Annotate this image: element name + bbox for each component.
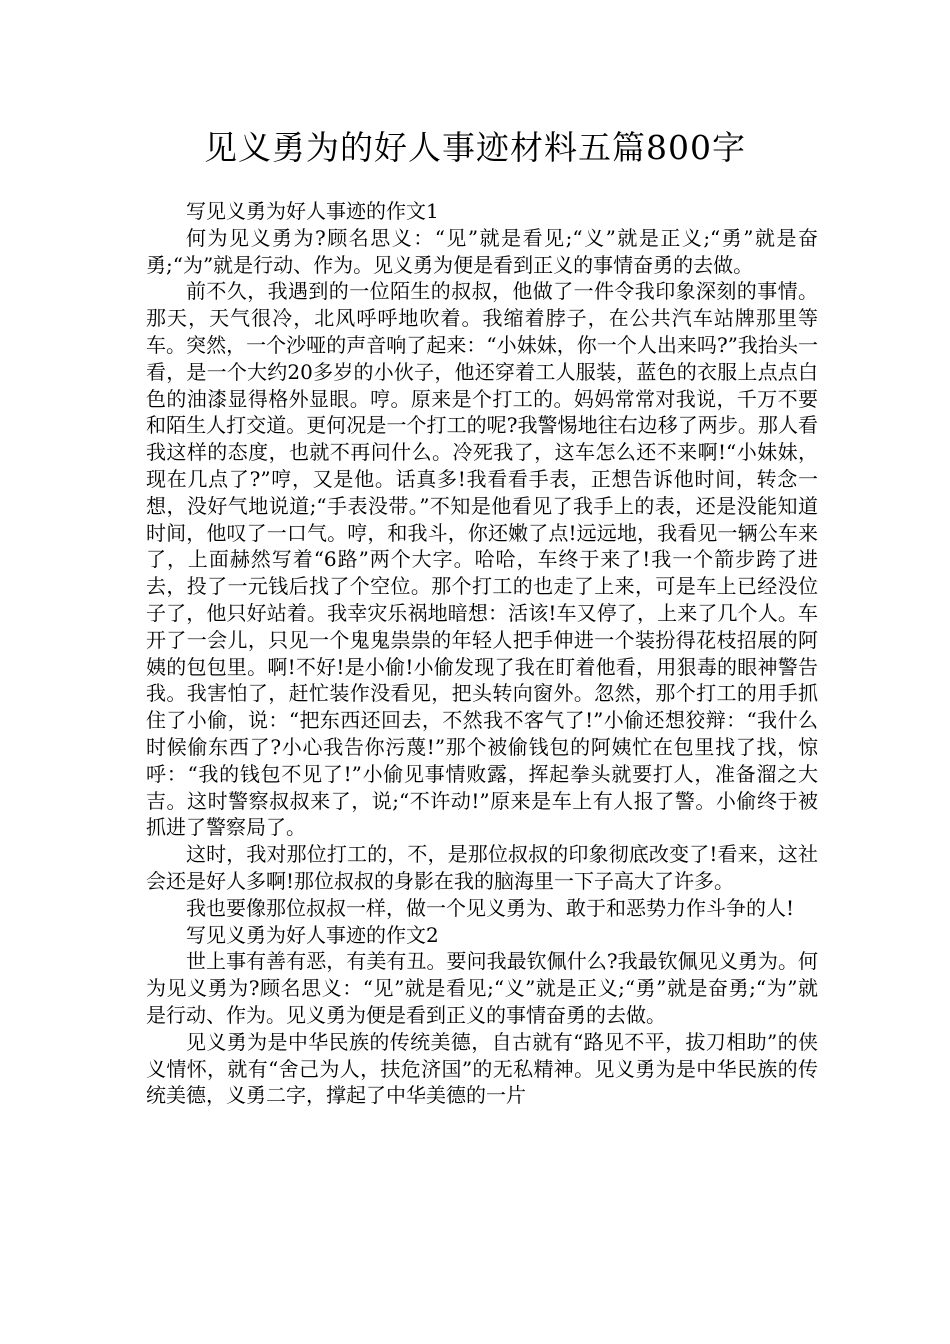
paragraph: 我也要像那位叔叔一样，做一个见义勇为、敢于和恶势力作斗争的人! <box>186 895 795 920</box>
paragraph: 何为见义勇为?顾名思义：“见”就是看见;“义”就是正义;“勇”就是奋勇;“为”就是行动、作为。见义勇为便是看到正义的事情奋勇的去做。 <box>146 225 818 277</box>
document-body <box>146 198 818 1109</box>
paragraph: 世上事有善有恶，有美有丑。要问我最钦佩什么?我最钦佩见义勇为。何为见义勇为?顾名思义：“见”就是看见;“义”就是正义;“勇”就是奋勇;“为”就是行动、作为。见义勇为便是看到正义的事情奋勇的去做。 <box>146 949 818 1027</box>
paragraph: 见义勇为是中华民族的传统美德，自古就有“路见不平，拔刀相助”的侠义情怀，就有“舍己为人，扶危济国”的无私精神。见义勇为是中华民族的传统美德，义勇二字，撑起了中华美德的一片 <box>146 1029 818 1108</box>
paragraph: 前不久，我遇到的一位陌生的叔叔，他做了一件令我印象深刻的事情。那天，天气很冷，北风呼呼地吹着。我缩着脖子，在公共汽车站牌那里等车。突然，一个沙哑的声音响了起来：“小妹妹，你一个人出来吗?”我抬头一看，是一个大约20多岁的小伙子，他还穿着工人服装，蓝色的衣服上点点白色的油漆显得格外显眼。哼。原来是个打工的。妈妈常常对我说，千万不要和陌生人打交道。更何况是一个打工的呢?我警惕地往右边移了两步。那人看我这样的态度，也就不再问什么。冷死我了，这车怎么还不来啊!“小妹妹，现在几点了?”哼，又是他。话真多!我看看手表，正想告诉他时间，转念一想，没好气地说道;“手表没带。”不知是他看见了我手上的表，还是没能知道时间，他叹了一口气。哼，和我斗，你还嫩了点!远远地，我看见一辆公车来了，上面赫然写着“6路”两个大字。哈哈，车终于来了!我一个箭步跨了进去，投了一元钱后找了个空位。那个打工的也走了上来，可是车上已经没位子了，他只好站着。我幸灾乐祸地暗想：活该!车又停了，上来了几个人。车开了一会儿，只见一个鬼鬼祟祟的年轻人把手伸进一个装扮得花枝招展的阿姨的包包里。啊!不好!是小偷!小偷发现了我在盯着他看，用狠毒的眼神警告我。我害怕了，赶忙装作没看见，把头转向窗外。忽然，那个打工的用手抓住了小偷，说：“把东西还回去，不然我不客气了!”小偷还想狡辩：“我什么时候偷东西了?小心我告你污蔑!”那个被偷钱包的阿姨忙在包里找了找，惊呼：“我的钱包不见了!”小偷见事情败露，挥起拳头就要打人，准备溜之大吉。这时警察叔叔来了，说;“不许动!”原来是车上有人报了警。小偷终于被抓进了警察局了。 <box>146 279 818 840</box>
paragraph: 这时，我对那位打工的，不，是那位叔叔的印象彻底改变了!看来，这社会还是好人多啊!那位叔叔的身影在我的脑海里一下子高大了许多。 <box>146 842 818 893</box>
essay-heading-1: 写见义勇为好人事迹的作文1 <box>186 199 439 223</box>
essay-heading-2: 写见义勇为好人事迹的作文2 <box>186 922 439 947</box>
document-title: 见义勇为的好人事迹材料五篇800字 <box>204 128 746 167</box>
